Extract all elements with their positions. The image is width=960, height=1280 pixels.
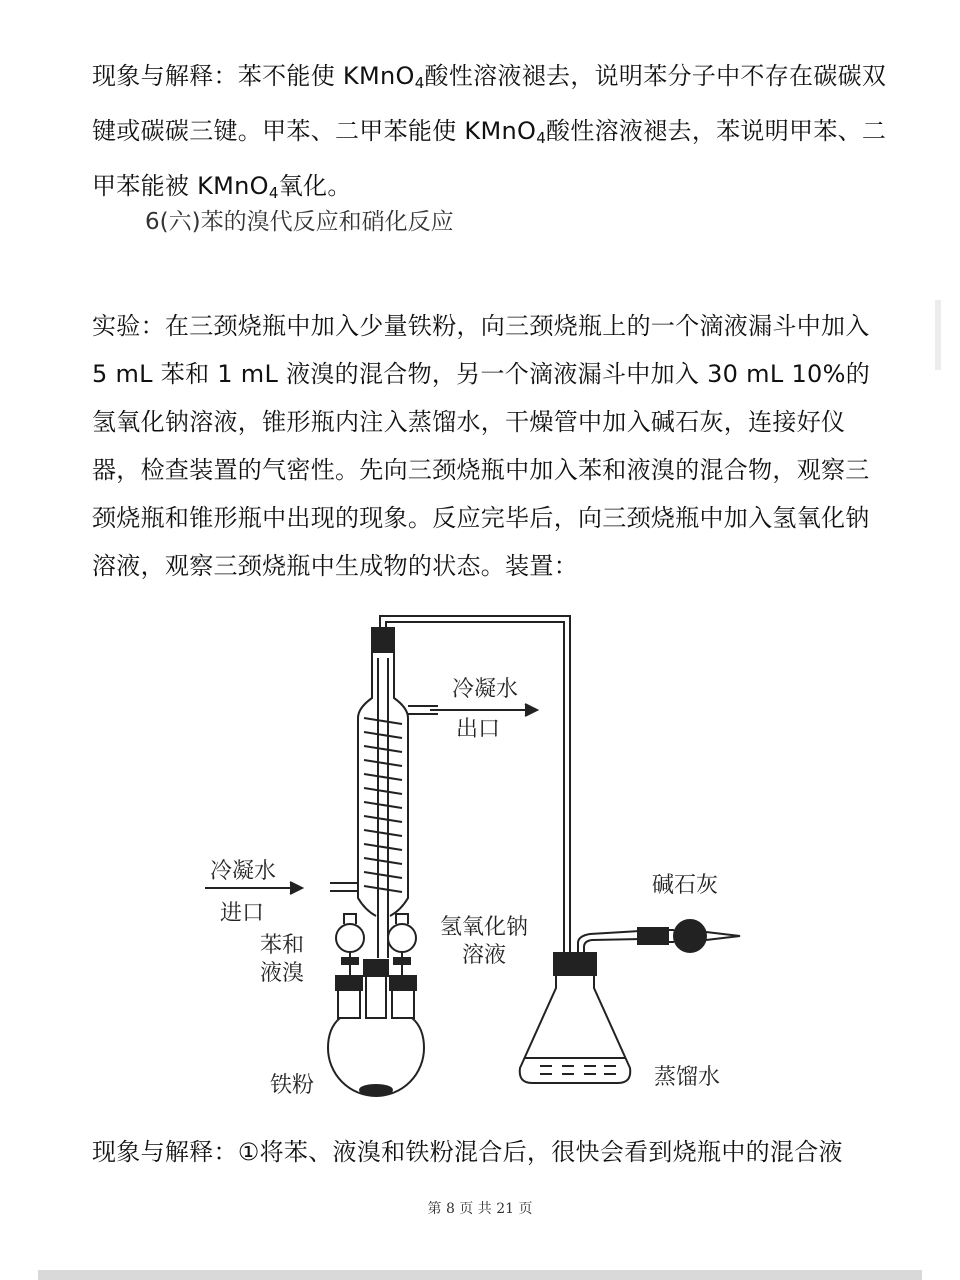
scroll-indicator bbox=[935, 300, 941, 370]
label-naoh-line1: 氢氧化钠 bbox=[440, 915, 529, 940]
page-footer: 第 8 页 共 21 页 bbox=[427, 1201, 533, 1217]
subscript: 4 bbox=[414, 74, 425, 92]
paragraph-phenomenon: 现象与解释：①将苯、液溴和铁粉混合后，很快会看到烧瓶中的混合液 bbox=[92, 1138, 843, 1166]
label-outlet-line2: 出口 bbox=[456, 717, 501, 742]
label-naoh-line2: 溶液 bbox=[462, 943, 507, 968]
text-segment: 现象与解释：苯不能使 KMnO bbox=[92, 62, 415, 90]
label-inlet-line2: 进口 bbox=[220, 901, 265, 926]
subscript: 4 bbox=[268, 184, 279, 202]
label-inlet-line1: 冷凝水 bbox=[210, 859, 277, 884]
subscript: 4 bbox=[536, 129, 547, 147]
label-outlet-line1: 冷凝水 bbox=[452, 677, 519, 702]
paragraph-experiment: 实验：在三颈烧瓶中加入少量铁粉，向三颈烧瓶上的一个滴液漏斗中加入 5 mL 苯和 1 mL 液溴的混合物，另一个滴液漏斗中加入 30 mL 10%的氢氧化钠溶液，锥形瓶内注入蒸馏水，干燥管中加入碱石灰，连接好仪器，检查装置的气密性。先向三颈烧瓶中加入苯和液溴的混合物，观察三颈烧瓶和锥形瓶中出现的现象。反应完毕后，向三颈烧瓶中加入氢氧化钠溶液，观察三颈烧瓶中生成物的状态。装置： bbox=[92, 312, 871, 580]
text-segment: 氧化。 bbox=[278, 172, 352, 200]
label-soda-lime: 碱石灰 bbox=[652, 873, 719, 898]
section-heading: 6(六)苯的溴代反应和硝化反应 bbox=[145, 209, 454, 235]
label-iron-powder: 铁粉 bbox=[270, 1073, 315, 1098]
bottom-bar bbox=[38, 1270, 922, 1280]
label-benzene-line2: 液溴 bbox=[260, 961, 305, 986]
text-segment: 酸性溶液褪去，苯说明甲苯、二甲苯能被 KMnO bbox=[92, 117, 887, 200]
paragraph-kmno4-explanation bbox=[92, 52, 892, 217]
text-segment: 酸性溶液褪去，说明苯分子中不存在碳碳双键或碳碳三键。甲苯、二甲苯能使 KMnO bbox=[92, 62, 887, 145]
label-distilled-water: 蒸馏水 bbox=[654, 1065, 721, 1090]
apparatus-diagram bbox=[180, 598, 780, 1108]
label-benzene-line1: 苯和 bbox=[260, 933, 305, 958]
